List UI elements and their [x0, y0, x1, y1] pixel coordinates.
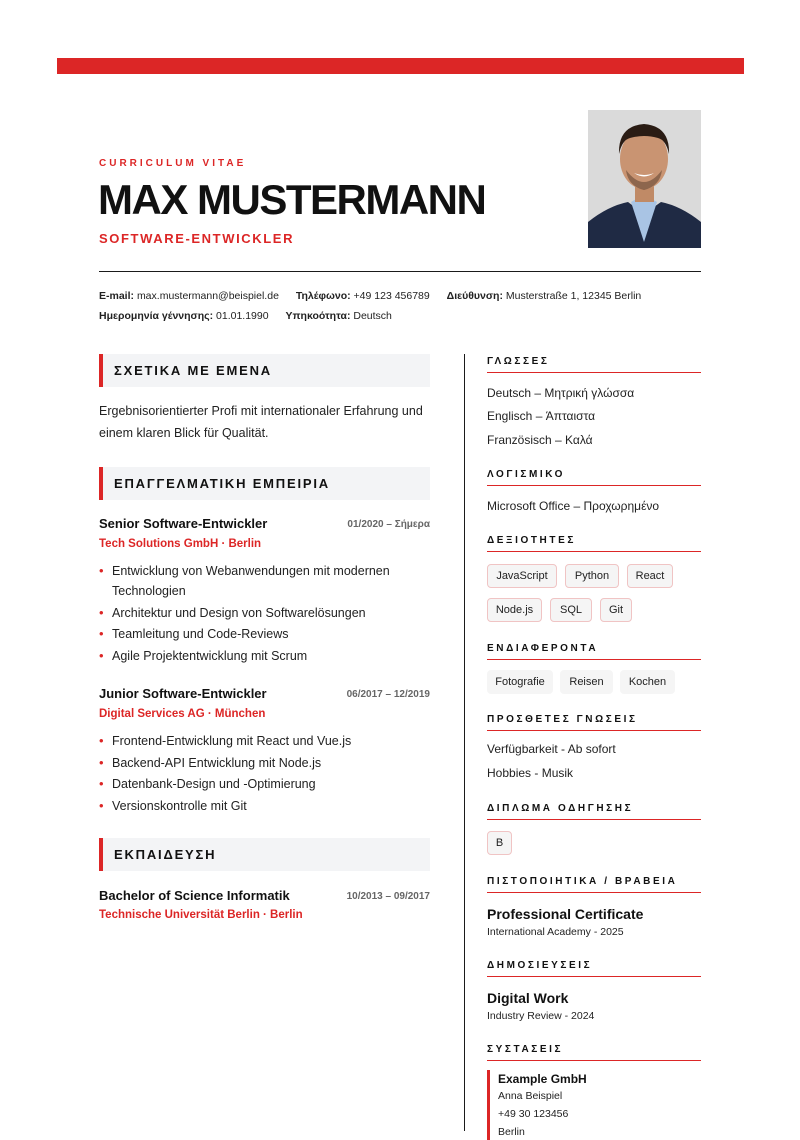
- contact-row-1: [99, 290, 641, 302]
- header-accent-bar: [57, 58, 744, 74]
- skill-tag: Git: [600, 598, 632, 622]
- about-section-title: [99, 354, 430, 387]
- address-label: Διεύθυνση:: [446, 290, 503, 302]
- nationality-label: Υπηκοότητα:: [285, 310, 351, 322]
- reference-person: Anna Beispiel: [498, 1090, 563, 1102]
- phone-value: +49 123 456789: [353, 290, 430, 302]
- email-value: max.mustermann@beispiel.de: [136, 290, 279, 302]
- contact-row-2: [99, 310, 392, 322]
- column-divider: [464, 354, 465, 1131]
- education-date: 10/2013 – 09/2017: [346, 891, 430, 902]
- certificate-detail: International Academy - 2025: [487, 926, 624, 938]
- list-item: • Backend-API Entwicklung mit Node.js: [99, 753, 429, 773]
- phone-label: Τηλέφωνο:: [295, 290, 351, 302]
- list-item: • Architektur und Design von Softwarelösungen: [99, 603, 429, 623]
- skills-heading: ΔΕΞΙΟΤΗΤΕΣ: [487, 535, 701, 552]
- reference-phone: +49 30 123456: [498, 1108, 569, 1120]
- birth-value: 01.01.1990: [216, 310, 269, 322]
- software-heading: ΛΟΓΙΣΜΙΚΟ: [487, 469, 701, 486]
- skill-tag: JavaScript: [487, 564, 557, 588]
- header-divider: [99, 271, 701, 272]
- job-organization: Tech Solutions GmbH · Berlin: [99, 538, 262, 550]
- software-item: Microsoft Office – Προχωρημένο: [487, 499, 660, 513]
- job-date: 06/2017 – 12/2019: [346, 689, 430, 700]
- skill-tag: Node.js: [487, 598, 542, 622]
- candidate-name: MAX MUSTERMANN: [98, 176, 486, 223]
- reference-company: Example GmbH: [498, 1072, 587, 1086]
- list-item: • Teamleitung und Code-Reviews: [99, 624, 429, 644]
- skill-tag: SQL: [550, 598, 592, 622]
- publications-heading: ΔΗΜΟΣΙΕΥΣΕΙΣ: [487, 960, 701, 977]
- interest-tag: Kochen: [620, 670, 675, 694]
- languages-heading: ΓΛΩΣΣΕΣ: [487, 356, 701, 373]
- list-item: • Datenbank-Design und -Optimierung: [99, 774, 429, 794]
- degree-title: Bachelor of Science Informatik: [99, 888, 290, 903]
- language-item: Englisch – Άπταιστα: [487, 409, 596, 423]
- candidate-role: SOFTWARE-ENTWICKLER: [99, 231, 295, 246]
- list-item: • Frontend-Entwicklung mit React und Vue.js: [99, 731, 429, 751]
- job-date: 01/2020 – Σήμερα: [347, 519, 430, 530]
- reference-card: [487, 1070, 704, 1140]
- additional-item: Verfügbarkeit - Ab sofort: [487, 742, 616, 756]
- document-kicker: CURRICULUM VITAE: [99, 158, 247, 169]
- experience-title-text: ΕΠΑΓΓΕΛΜΑΤΙΚΗ ΕΜΠΕΙΡΙΑ: [114, 476, 330, 491]
- certificates-heading: ΠΙΣΤΟΠΟΙΗΤΙΚΑ / ΒΡΑΒΕΙΑ: [487, 876, 701, 893]
- birth-label: Ημερομηνία γέννησης:: [99, 310, 214, 322]
- certificate-name: Professional Certificate: [487, 906, 644, 922]
- interest-tag: Fotografie: [487, 670, 553, 694]
- list-item: • Versionskontrolle mit Git: [99, 796, 429, 816]
- publication-detail: Industry Review - 2024: [487, 1010, 595, 1022]
- email-label: E-mail:: [99, 290, 135, 302]
- interests-heading: ΕΝΔΙΑΦΕΡΟΝΤΑ: [487, 643, 701, 660]
- skill-tag: React: [627, 564, 673, 588]
- nationality-value: Deutsch: [353, 310, 392, 322]
- job-title: Senior Software-Entwickler: [99, 516, 268, 531]
- job-bullet-list: [99, 561, 429, 667]
- education-institution: Technische Universität Berlin · Berlin: [99, 909, 303, 921]
- reference-city: Berlin: [498, 1126, 525, 1138]
- additional-heading: ΠΡΟΣΘΕΤΕΣ ΓΝΩΣΕΙΣ: [487, 714, 701, 731]
- profile-photo: [588, 110, 701, 248]
- skill-tag: Python: [565, 564, 619, 588]
- job-organization: Digital Services AG · München: [99, 708, 266, 720]
- references-heading: ΣΥΣΤΑΣΕΙΣ: [487, 1044, 701, 1061]
- language-item: Deutsch – Μητρική γλώσσα: [487, 386, 635, 400]
- education-section-title: [99, 838, 430, 871]
- license-heading: ΔΙΠΛΩΜΑ ΟΔΗΓΗΣΗΣ: [487, 803, 701, 820]
- additional-item: Hobbies - Musik: [487, 766, 574, 780]
- list-item: • Agile Projektentwicklung mit Scrum: [99, 646, 429, 666]
- job-bullet-list: [99, 731, 429, 817]
- about-text: Ergebnisorientierter Profi mit internationaler Erfahrung und einem klaren Blick für Qualität.: [99, 404, 423, 440]
- job-title: Junior Software-Entwickler: [99, 686, 267, 701]
- about-title-text: ΣΧΕΤΙΚΑ ΜΕ ΕΜΕΝΑ: [114, 363, 272, 378]
- experience-section-title: [99, 467, 430, 500]
- interest-tag: Reisen: [560, 670, 613, 694]
- list-item: • Entwicklung von Webanwendungen mit modernen Technologien: [99, 561, 429, 601]
- education-title-text: ΕΚΠΑΙΔΕΥΣΗ: [114, 847, 217, 862]
- language-item: Französisch – Καλά: [487, 433, 593, 447]
- license-tag: B: [487, 831, 512, 855]
- address-value: Musterstraße 1, 12345 Berlin: [505, 290, 642, 302]
- publication-name: Digital Work: [487, 990, 569, 1006]
